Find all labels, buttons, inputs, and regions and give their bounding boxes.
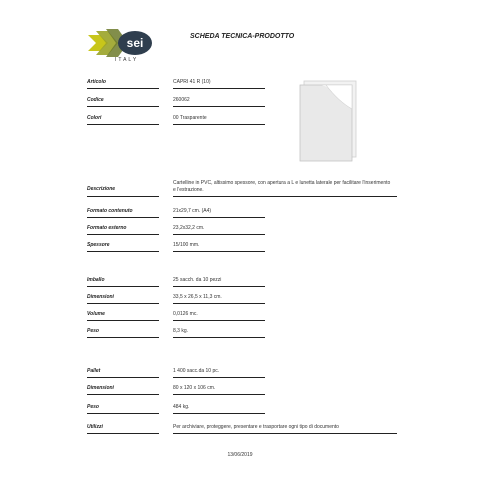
label-underline [87,196,159,197]
document-date: 13/06/2019 [227,452,253,458]
label-underline [87,433,159,434]
value-formato-esterno: 23,2x32,2 cm. [173,225,205,231]
value-spessore: 15/100 mm. [173,242,200,248]
row-dimensioni-pallet [87,385,397,393]
logo-text: sei [126,36,144,50]
label-underline [87,234,159,235]
row-spessore [87,242,397,250]
row-pallet [87,368,397,376]
row-codice [87,97,397,105]
label-underline [87,320,159,321]
label-underline [87,286,159,287]
value-underline [173,394,265,395]
label-formato-contenuto: Formato contenuto [87,208,133,214]
label-articolo: Articolo [87,79,106,85]
label-imballo: Imballo [87,277,105,283]
value-descrizione: Cartelline in PVC, altissimo spessore, con apertura a L e lunetta laterale per facilitare l'inserimento e l'estrazione. [173,180,391,193]
row-dimensioni-imballo [87,294,397,302]
row-articolo [87,79,397,87]
label-underline [87,303,159,304]
value-underline [173,433,397,434]
value-peso-pallet: 484 kg. [173,404,190,410]
label-underline [87,124,159,125]
row-utilizzi [87,424,397,432]
value-volume: 0,0126 mc. [173,311,198,317]
label-underline [87,337,159,338]
label-spessore: Spessore [87,242,110,248]
value-underline [173,196,397,197]
value-underline [173,106,265,107]
value-underline [173,234,265,235]
label-underline [87,413,159,414]
value-pallet: 1 400 sacc.da 10 pc. [173,368,220,374]
value-underline [173,124,265,125]
label-colori: Colori [87,115,102,121]
row-colori [87,115,397,123]
value-utilizzi: Per archiviare, proteggere, presentare e trasportare ogni tipo di documento [173,424,339,430]
row-volume [87,311,397,319]
value-underline [173,88,265,89]
label-pallet: Pallet [87,368,101,374]
value-underline [173,217,265,218]
value-codice: 260062 [173,97,190,103]
label-peso-imballo: Peso [87,328,99,334]
row-formato-esterno [87,225,397,233]
label-formato-esterno: Formato esterno [87,225,127,231]
label-underline [87,217,159,218]
value-underline [173,303,265,304]
label-underline [87,251,159,252]
label-underline [87,394,159,395]
label-dimensioni-pallet: Dimensioni [87,385,114,391]
row-formato-contenuto [87,208,397,216]
value-underline [173,286,265,287]
sei-logo [86,25,154,61]
label-utilizzi: Utilizzi [87,424,103,430]
value-underline [173,377,265,378]
label-underline [87,106,159,107]
label-underline [87,88,159,89]
label-dimensioni-imballo: Dimensioni [87,294,114,300]
value-dimensioni-imballo: 33,5 x 26,5 x 11,3 cm. [173,294,222,300]
document-title: SCHEDA TECNICA-PRODOTTO [190,33,295,40]
value-dimensioni-pallet: 80 x 120 x 106 cm. [173,385,216,391]
value-underline [173,413,265,414]
row-peso-pallet [87,404,397,412]
label-underline [87,377,159,378]
value-underline [173,320,265,321]
value-underline [173,337,265,338]
row-peso-imballo [87,328,397,336]
label-descrizione: Descrizione [87,186,116,192]
value-underline [173,251,265,252]
label-codice: Codice [87,97,104,103]
value-imballo: 25 sacch. da 10 pezzi [173,277,222,283]
value-colori: 00 Trasparente [173,115,207,121]
row-imballo [87,277,397,285]
label-peso-pallet: Peso [87,404,99,410]
value-articolo: CAPRI 41 R (10) [173,79,211,85]
value-peso-imballo: 8,3 kg. [173,328,189,334]
label-volume: Volume [87,311,105,317]
logo-subtitle: ITALY [115,57,139,63]
row-descrizione [87,180,397,193]
value-formato-contenuto: 21x29,7 cm. (A4) [173,208,212,214]
